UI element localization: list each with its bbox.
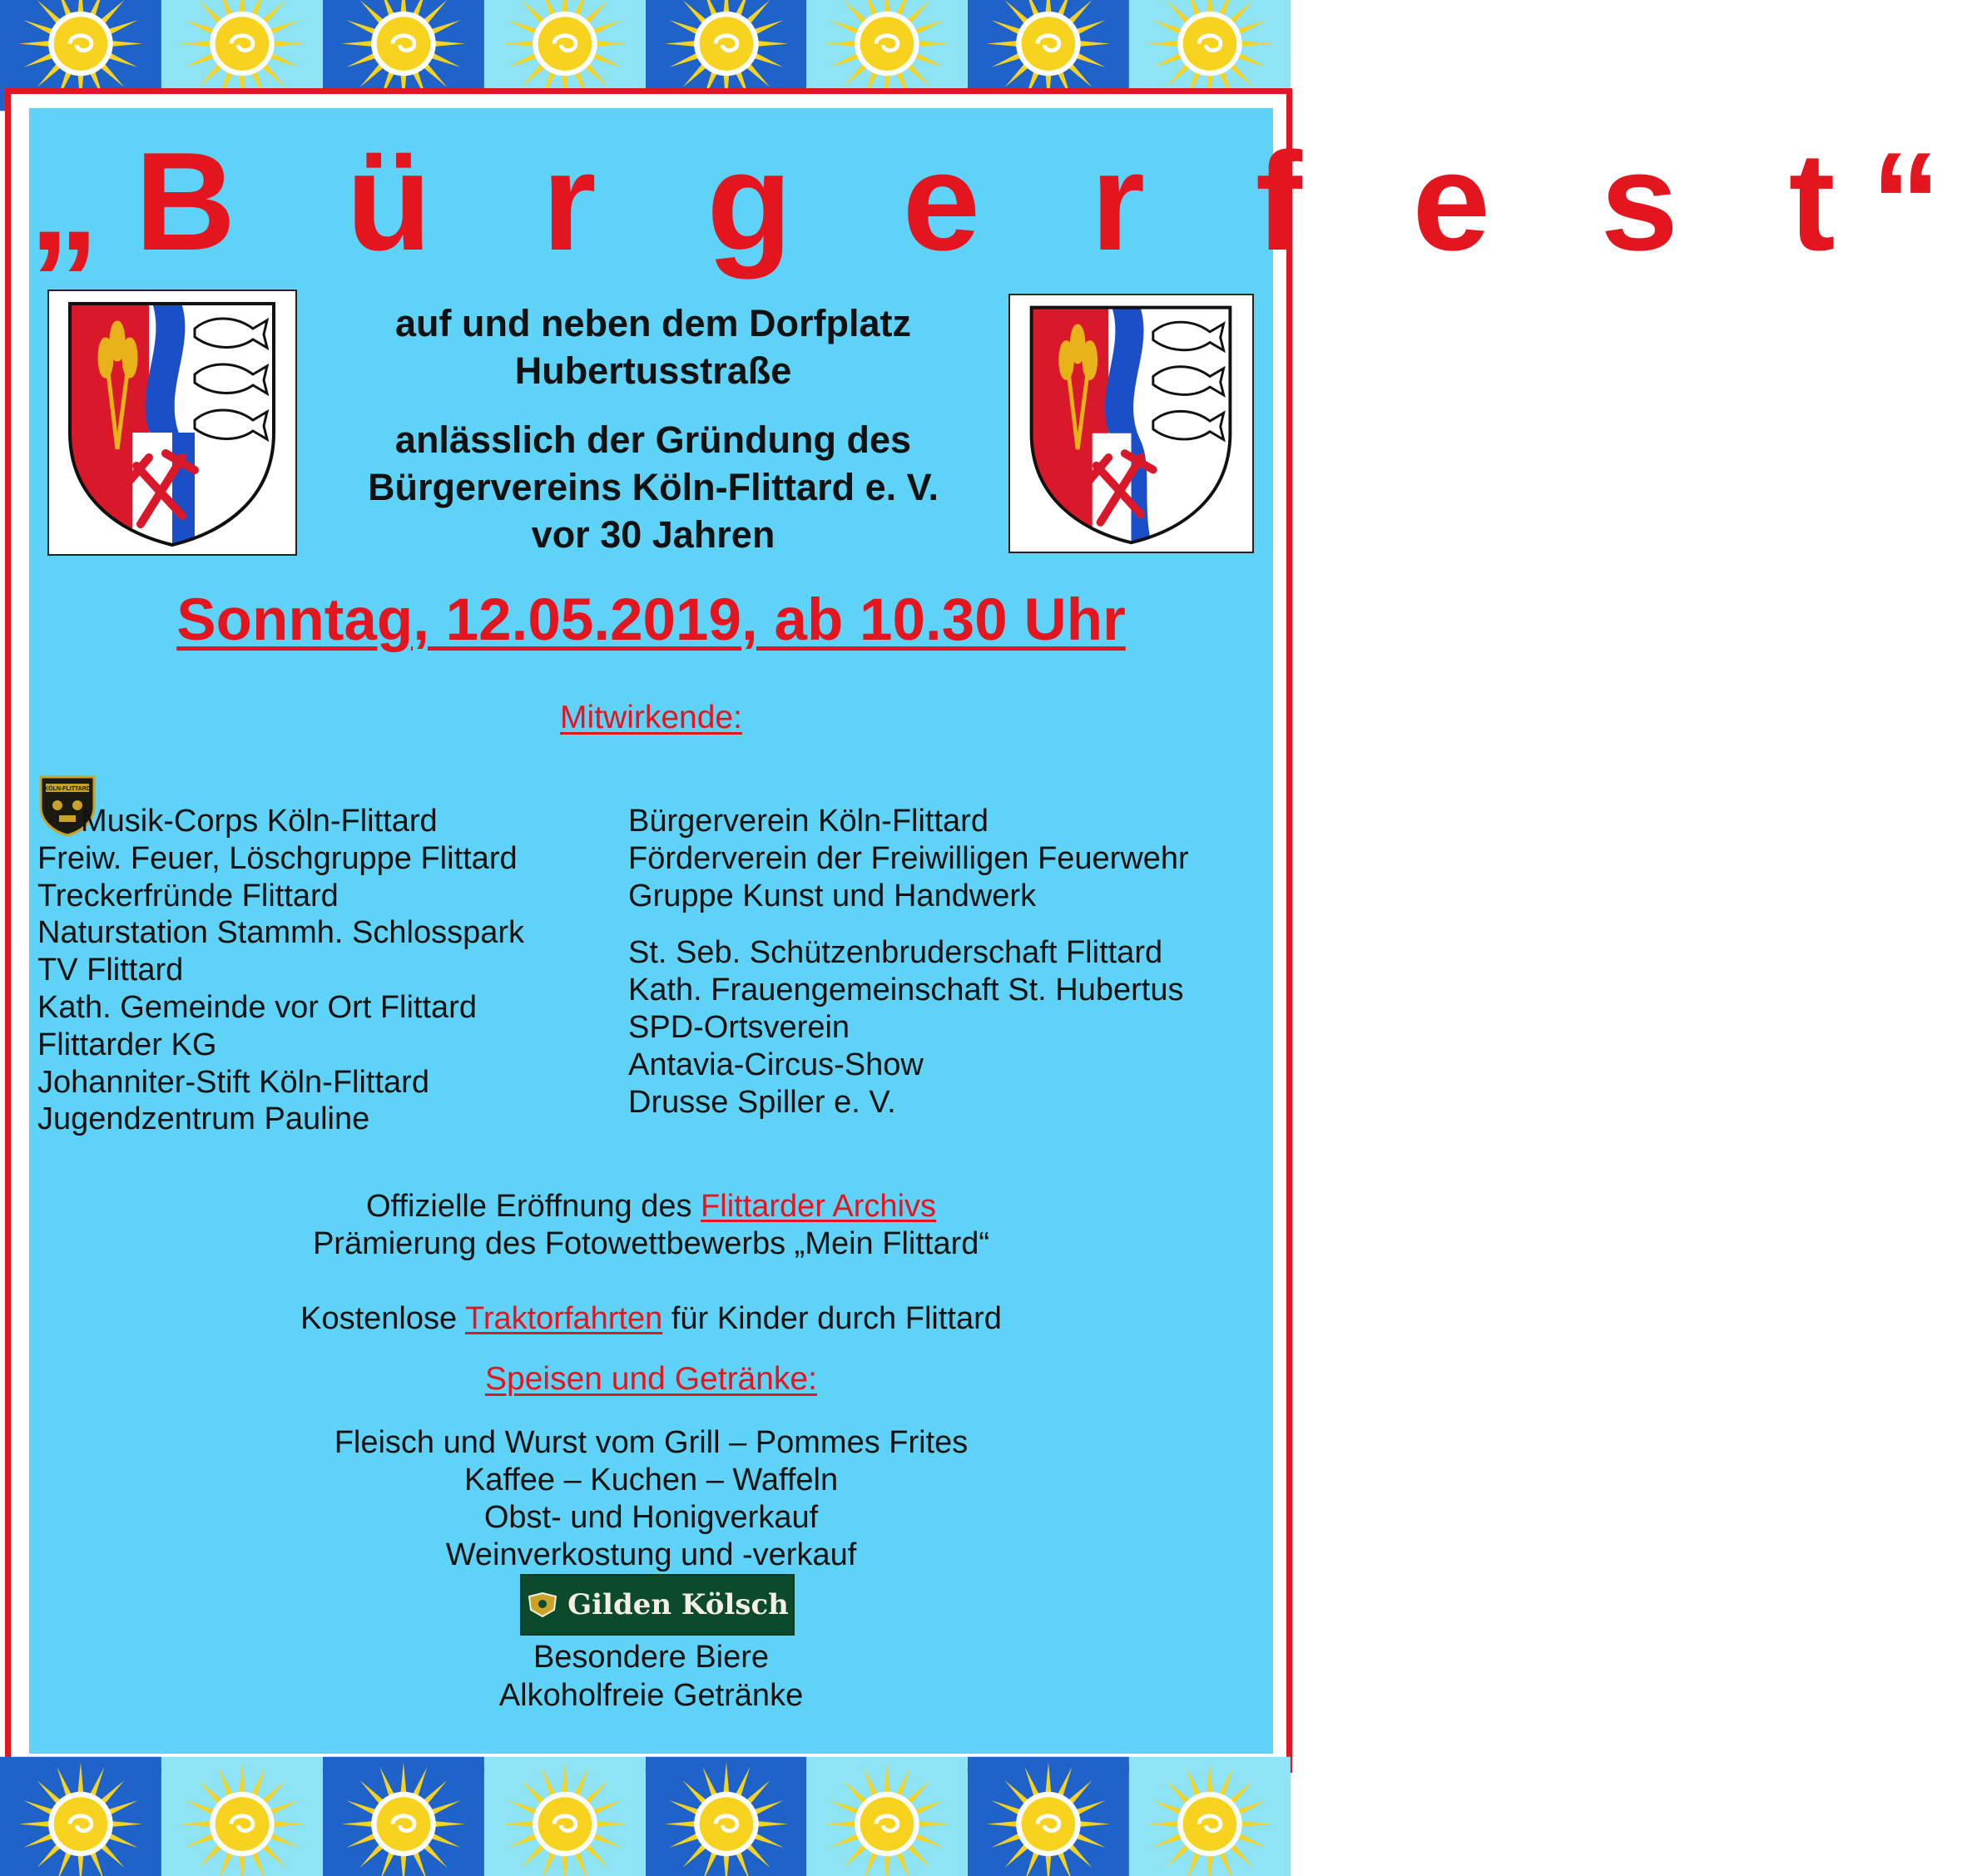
- crest-icon: [526, 1591, 559, 1618]
- sun-icon: [484, 1772, 646, 1876]
- drinks-item: Besondere Biere: [533, 1640, 770, 1675]
- sun-icon: [1129, 0, 1291, 87]
- list-item: Kath. Gemeinde vor Ort Flittard: [37, 989, 477, 1025]
- tractor-line: Kostenlose Traktorfahrten für Kinder durch Flittard: [300, 1301, 1002, 1336]
- sun-icon: [484, 0, 646, 87]
- list-item: Musik-Corps Köln-Flittard: [81, 804, 438, 839]
- list-item: Jugendzentrum Pauline: [37, 1101, 370, 1137]
- list-spacer: [628, 914, 1269, 934]
- list-item: SPD-Ortsverein: [628, 1009, 850, 1045]
- list-item: Bürgerverein Köln-Flittard: [628, 804, 988, 839]
- list-item: St. Seb. Schützenbruderschaft Flittard: [628, 935, 1163, 971]
- list-item: Treckerfründe Flittard: [37, 878, 339, 913]
- list-item: Drusse Spiller e. V.: [628, 1084, 896, 1120]
- sun-icon: [968, 0, 1129, 87]
- sun-icon: [1129, 1772, 1291, 1876]
- food-item: Obst- und Honigverkauf: [483, 1500, 819, 1535]
- sun-icon: [0, 1772, 161, 1876]
- food-item: Kaffee – Kuchen – Waffeln: [463, 1463, 839, 1497]
- award-line: Prämierung des Fotowettbewerbs „Mein Flittard“: [312, 1226, 990, 1261]
- list-item: Förderverein der Freiwilligen Feuerwehr: [628, 840, 1189, 876]
- flittarder-archiv-link[interactable]: Flittarder Archivs: [701, 1189, 937, 1224]
- coat-of-arms-icon: [49, 291, 295, 554]
- participants-heading: Mitwirkende:: [560, 700, 742, 735]
- drinks-item: Alkoholfreie Getränke: [498, 1678, 804, 1713]
- food-item: Weinverkostung und -verkauf: [445, 1537, 857, 1572]
- poster-content: [29, 108, 1977, 1754]
- subtitle-occasion: anlässlich der Gründung des Bürgervereins Köln-Flittard e. V. vor 30 Jahren: [367, 418, 939, 556]
- sun-icon: [323, 1772, 484, 1876]
- top-sun-border: [0, 0, 1291, 87]
- list-item: Freiw. Feuer, Löschgruppe Flittard: [37, 840, 518, 876]
- list-item: Johanniter-Stift Köln-Flittard: [37, 1064, 429, 1100]
- list-item: Kath. Frauengemeinschaft St. Hubertus: [628, 973, 1184, 1008]
- opening-line: Offizielle Eröffnung des Flittarder Archivs: [365, 1189, 937, 1224]
- list-item: Antavia-Circus-Show: [628, 1047, 924, 1082]
- coat-of-arms-icon-right: [1008, 294, 1254, 553]
- svg-text:KÖLN-FLITTARD: KÖLN-FLITTARD: [44, 786, 91, 792]
- participants-left-list: [37, 803, 620, 1138]
- event-date: Sonntag, 12.05.2019, ab 10.30 Uhr: [176, 587, 1126, 653]
- coat-of-arms-icon: [1010, 295, 1252, 552]
- sun-icon: [0, 0, 161, 87]
- list-item: Naturstation Stammh. Schlosspark: [37, 915, 525, 951]
- gilden-koelsch-logo: Gilden Kölsch: [520, 1574, 795, 1636]
- sun-icon: [646, 1772, 807, 1876]
- sun-icon: [806, 0, 968, 87]
- sun-icon: [161, 0, 323, 87]
- subtitle-location: auf und neben dem Dorfplatz Hubertusstraße: [394, 302, 911, 392]
- list-item: TV Flittard: [37, 953, 184, 988]
- poster-frame: [5, 88, 1977, 1773]
- sun-icon: [968, 1772, 1129, 1876]
- food-heading: Speisen und Getränke:: [485, 1361, 817, 1397]
- sun-icon: [323, 0, 484, 87]
- participants-right-list: [628, 803, 1269, 1121]
- sun-icon: [646, 0, 807, 87]
- poster-title: „B ü r g e r f e s t“: [29, 123, 1977, 280]
- coat-of-arms-icon-left: [47, 290, 297, 556]
- list-item: Gruppe Kunst und Handwerk: [628, 878, 1037, 913]
- bottom-sun-border: [0, 1772, 1291, 1876]
- list-item: Flittarder KG: [37, 1027, 217, 1062]
- traktorfahrten-link[interactable]: Traktorfahrten: [465, 1301, 663, 1336]
- food-item: Fleisch und Wurst vom Grill – Pommes Frites: [334, 1425, 969, 1460]
- sun-icon: [806, 1772, 968, 1876]
- sun-icon: [161, 1772, 323, 1876]
